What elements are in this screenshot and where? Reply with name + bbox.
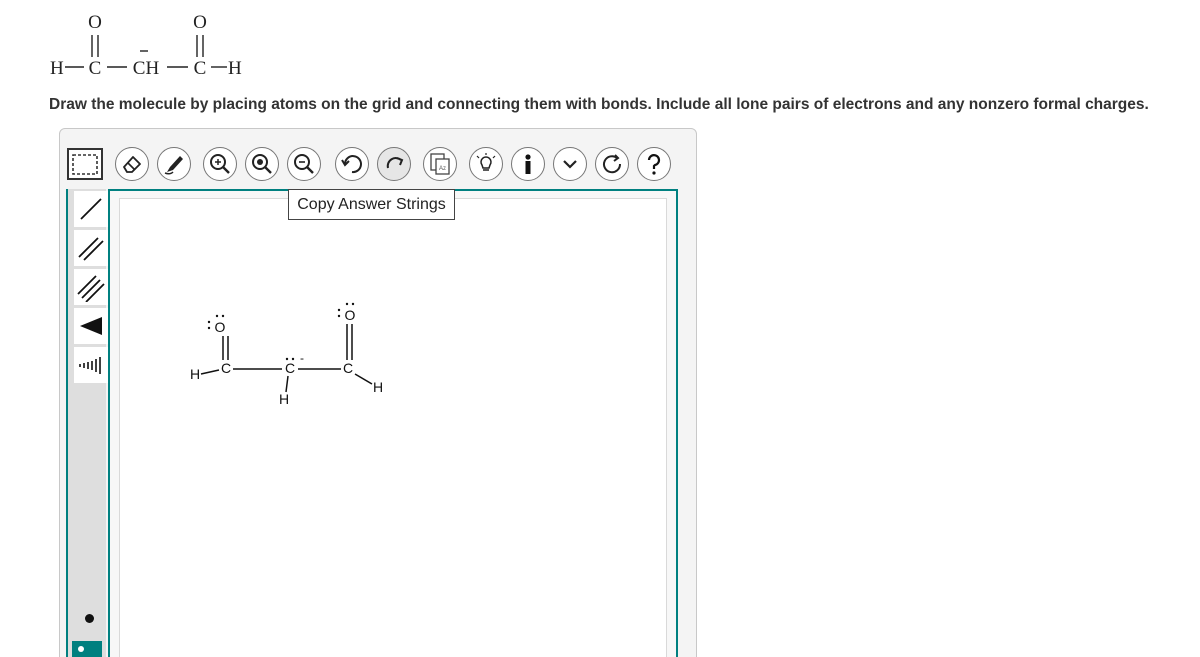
single-bond-icon: [76, 194, 106, 224]
lone-pair-c-mid-dot-b: [292, 358, 294, 360]
chevron-down-icon: [557, 151, 583, 177]
redo-button[interactable]: [374, 146, 414, 182]
question-icon: [641, 151, 667, 177]
reset-button[interactable]: [592, 146, 632, 182]
zoom-in-button[interactable]: [200, 146, 240, 182]
triple-bond-icon: [76, 272, 106, 302]
bond-c-mid-h: [286, 376, 288, 392]
atom-c-left: C: [220, 360, 232, 376]
hash-bond-tool[interactable]: [74, 347, 108, 383]
instructions-text: Draw the molecule by placing atoms on the grid and connecting them with bonds. Include all lone pairs of electrons and any nonzero formal charges.: [49, 96, 1149, 113]
lone-pair-o-right-dot-a: [338, 309, 340, 311]
eraser-button[interactable]: [112, 146, 152, 182]
hash-bond-icon: [76, 350, 106, 380]
dashed-rectangle-icon: [66, 146, 104, 182]
formula-oxygen-1: O: [88, 12, 102, 33]
double-bond-icon: [76, 233, 106, 263]
single-bond-tool[interactable]: [74, 191, 108, 227]
lone-pair-o-right-dot-d: [352, 303, 354, 305]
zoom-out-button[interactable]: [284, 146, 324, 182]
copy-answer-button[interactable]: [420, 146, 460, 182]
copy-document-label: Az: [438, 166, 447, 172]
formula-ch: CH: [132, 58, 160, 79]
question-structure: [40, 6, 300, 86]
zoom-out-icon: [291, 151, 317, 177]
lone-pair-o-left-dot-b: [208, 327, 210, 329]
atom-h-bottom: H: [278, 391, 290, 407]
copy-answer-strings-tooltip: Copy Answer Strings: [288, 189, 455, 220]
formula-c1: C: [88, 58, 102, 79]
formula-right-h: H: [228, 58, 242, 79]
lone-pair-c-mid-dot-a: [286, 358, 288, 360]
eraser-icon: [119, 151, 145, 177]
atom-c-right: C: [342, 360, 354, 376]
toolbar: [66, 146, 696, 186]
lone-pair-o-left-dot-a: [208, 321, 210, 323]
undo-button[interactable]: [332, 146, 372, 182]
bond-c-right-h: [355, 374, 372, 384]
zoom-reset-button[interactable]: [242, 146, 282, 182]
formula-oxygen-2: O: [193, 12, 207, 33]
pen-icon: [161, 151, 187, 177]
pen-button[interactable]: [154, 146, 194, 182]
redo-icon: [381, 151, 407, 177]
drawn-molecule: [180, 296, 400, 416]
formula-c3: C: [193, 58, 207, 79]
wedge-bond-icon: [76, 311, 106, 341]
reset-icon: [599, 151, 625, 177]
copy-document-icon: [426, 150, 454, 178]
color-dot-selected[interactable]: [72, 641, 102, 657]
lone-pair-o-right-dot-c: [346, 303, 348, 305]
select-marquee-button[interactable]: [66, 146, 104, 182]
atom-h-right: H: [372, 379, 384, 395]
zoom-reset-icon: [249, 151, 275, 177]
bond-tool-column: [66, 189, 106, 657]
bond-h-c-left: [201, 370, 219, 374]
info-button[interactable]: [508, 146, 548, 182]
formal-charge: -: [300, 351, 304, 365]
double-bond-tool[interactable]: [74, 230, 108, 266]
drawing-canvas[interactable]: [119, 198, 667, 657]
lightbulb-icon: [473, 151, 499, 177]
expand-button[interactable]: [550, 146, 590, 182]
atom-o-left: O: [214, 319, 226, 335]
lone-pair-o-right-dot-b: [338, 315, 340, 317]
info-icon: [515, 151, 541, 177]
hint-button[interactable]: [466, 146, 506, 182]
lone-pair-o-left-dot-d: [222, 315, 224, 317]
triple-bond-tool[interactable]: [74, 269, 108, 305]
zoom-in-icon: [207, 151, 233, 177]
selected-dot-icon: [78, 646, 84, 652]
lone-pair-o-left-dot-c: [216, 315, 218, 317]
undo-icon: [339, 151, 365, 177]
atom-h-left: H: [189, 366, 201, 382]
atom-o-right: O: [344, 307, 356, 323]
wedge-bond-tool[interactable]: [74, 308, 108, 344]
formula-left-h: H: [50, 58, 64, 79]
atom-c-mid: C: [284, 360, 296, 376]
help-button[interactable]: [634, 146, 674, 182]
color-dot-black[interactable]: [85, 614, 94, 623]
